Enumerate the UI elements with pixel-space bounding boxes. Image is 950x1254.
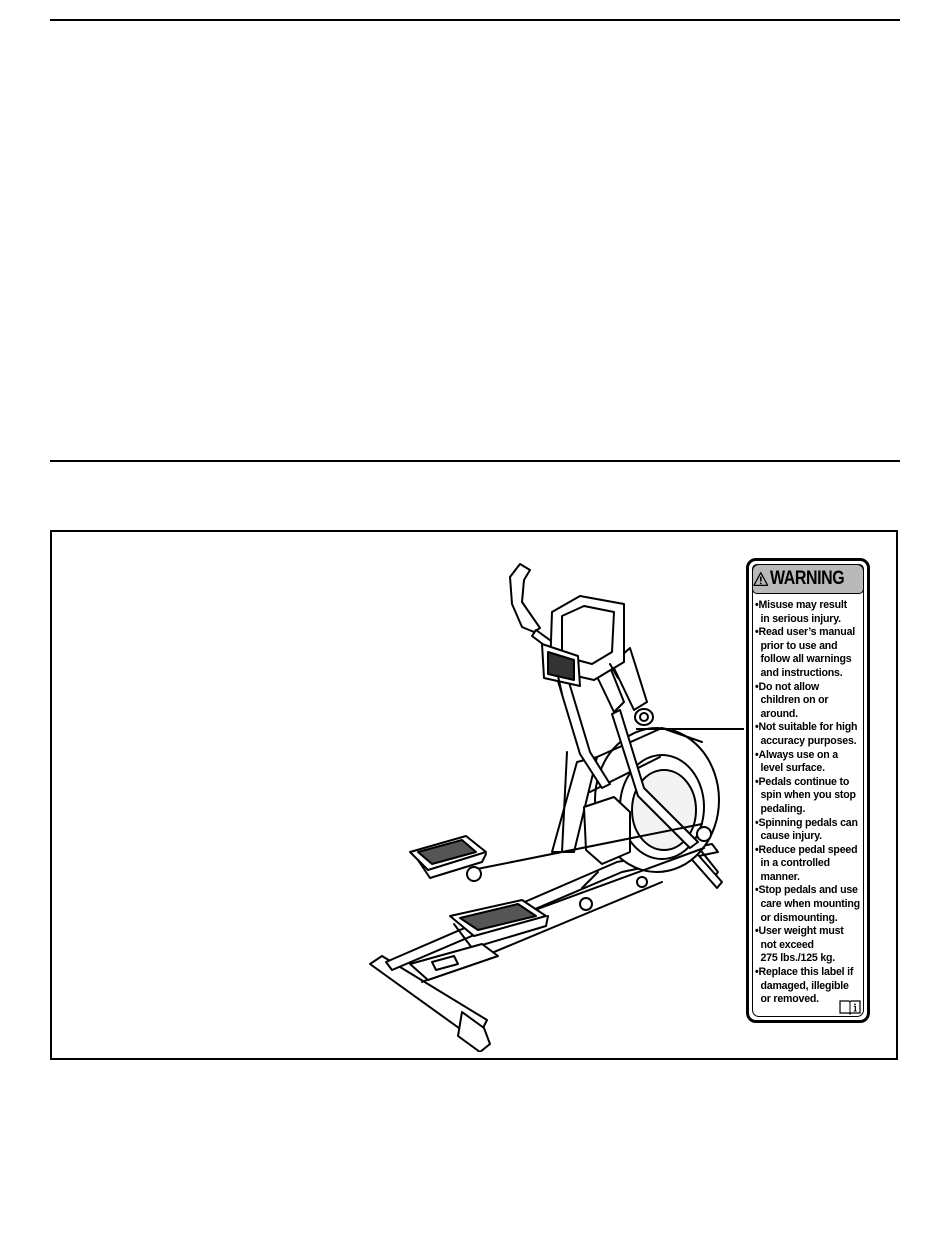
warning-label	[746, 558, 870, 1023]
warning-item: •User weight must not exceed 275 lbs./125 kg.	[755, 925, 844, 965]
warning-item: •Stop pedals and use care when mounting or dismounting.	[755, 884, 860, 924]
label-leader-line	[636, 728, 744, 730]
warning-title: WARNING	[769, 568, 844, 589]
middle-rule	[50, 460, 900, 462]
warning-item: •Reduce pedal speed in a controlled manner.	[755, 843, 858, 883]
label-location-figure	[50, 530, 898, 1060]
warning-item: •Read user’s manual prior to use and follow all warnings and instructions.	[755, 626, 856, 679]
warning-item: •Not suitable for high accuracy purposes.	[755, 721, 858, 747]
warning-label-inner-border	[752, 564, 864, 1017]
warning-item: •Pedals continue to spin when you stop pedaling.	[755, 775, 856, 815]
manual-book-icon	[839, 999, 861, 1015]
warning-item: •Spinning pedals can cause injury.	[755, 816, 858, 843]
top-rule	[50, 19, 900, 21]
warning-item: •Always use on a level surface.	[755, 748, 838, 775]
warning-item: •Do not allow children on or around.	[755, 680, 829, 720]
warning-item: •Misuse may result in serious injury.	[755, 599, 847, 625]
elliptical-machine-illustration	[362, 552, 752, 1052]
warning-item: •Replace this label if damaged, illegible or removed.	[755, 966, 854, 1006]
